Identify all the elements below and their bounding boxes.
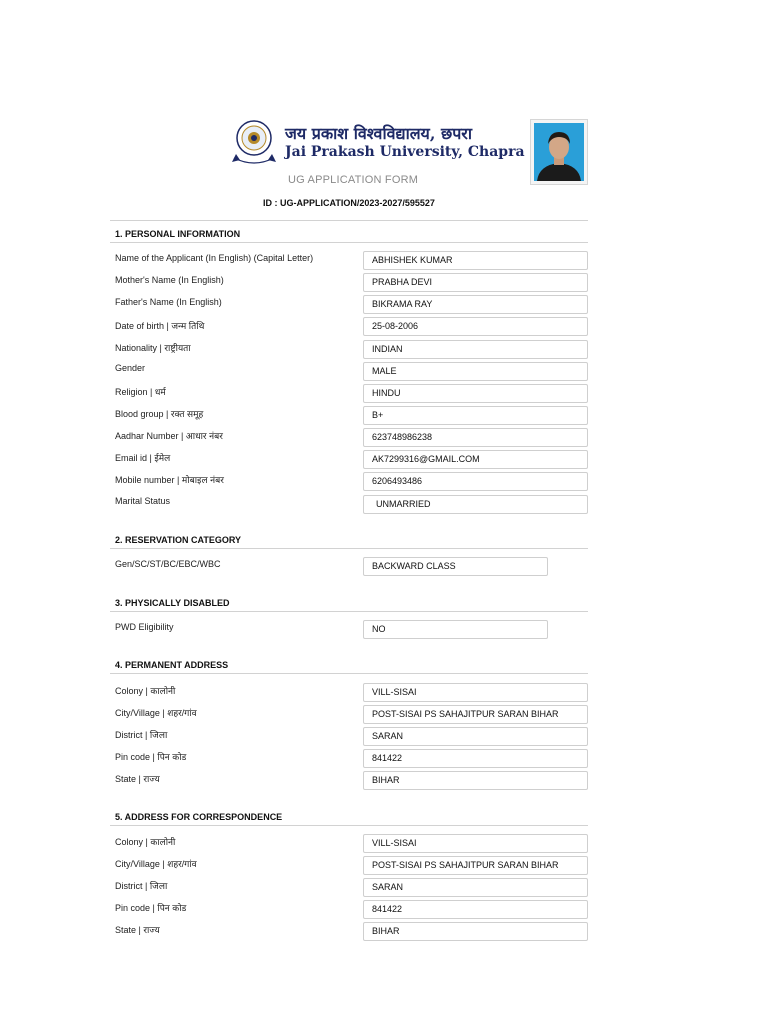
permanent-district-field: SARAN [363, 727, 588, 746]
label-colony: Colony | कालोनी [115, 686, 176, 696]
label-religion: Religion | धर्म [115, 387, 166, 397]
label-district: District | जिला [115, 730, 168, 740]
mobile-number-field: 6206493486 [363, 472, 588, 491]
divider [110, 242, 588, 243]
university-name-hindi: जय प्रकाश विश्वविद्यालय, छपरा [285, 124, 472, 143]
section-title-permanent-address: 4. PERMANENT ADDRESS [115, 660, 229, 670]
father-name-field: BIKRAMA RAY [363, 295, 588, 314]
correspondence-pin-code-field: 841422 [363, 900, 588, 919]
aadhar-number-field: 623748986238 [363, 428, 588, 447]
applicant-name-field: ABHISHEK KUMAR [363, 251, 588, 270]
religion-field: HINDU [363, 384, 588, 403]
category-field: BACKWARD CLASS [363, 557, 548, 576]
correspondence-city-field: POST-SISAI PS SAHAJITPUR SARAN BIHAR [363, 856, 588, 875]
section-title-disabled: 3. PHYSICALLY DISABLED [115, 598, 230, 608]
divider [110, 220, 588, 221]
divider [110, 825, 588, 826]
permanent-city-field: POST-SISAI PS SAHAJITPUR SARAN BIHAR [363, 705, 588, 724]
section-title-correspondence-address: 5. ADDRESS FOR CORRESPONDENCE [115, 812, 283, 822]
label-date-of-birth: Date of birth | जन्म तिथि [115, 321, 205, 331]
label-colony: Colony | कालोनी [115, 837, 176, 847]
label-state: State | राज्य [115, 774, 160, 784]
section-title-reservation: 2. RESERVATION CATEGORY [115, 535, 242, 545]
permanent-state-field: BIHAR [363, 771, 588, 790]
form-title: UG APPLICATION FORM [288, 174, 419, 186]
permanent-colony-field: VILL-SISAI [363, 683, 588, 702]
label-mother-name: Mother's Name (In English) [115, 275, 224, 285]
divider [110, 548, 588, 549]
correspondence-colony-field: VILL-SISAI [363, 834, 588, 853]
applicant-photo [530, 119, 588, 185]
label-pin-code: Pin code | पिन कोड [115, 752, 187, 762]
label-nationality: Nationality | राष्ट्रीयता [115, 343, 191, 353]
university-header [228, 118, 525, 172]
nationality-field: INDIAN [363, 340, 588, 359]
label-blood-group: Blood group | रक्त समूह [115, 409, 204, 419]
mother-name-field: PRABHA DEVI [363, 273, 588, 292]
label-aadhar-number: Aadhar Number | आधार नंबर [115, 431, 223, 441]
university-name-english: Jai Prakash University, Chapra [285, 144, 525, 160]
correspondence-state-field: BIHAR [363, 922, 588, 941]
label-pwd-eligibility: PWD Eligibility [115, 622, 174, 632]
divider [110, 673, 588, 674]
correspondence-district-field: SARAN [363, 878, 588, 897]
application-id: ID : UG-APPLICATION/2023-2027/595527 [263, 198, 435, 208]
label-district: District | जिला [115, 881, 168, 891]
label-email: Email id | ईमेल [115, 453, 171, 463]
label-mobile-number: Mobile number | मोबाइल नंबर [115, 475, 224, 485]
label-gender: Gender [115, 363, 146, 373]
label-category: Gen/SC/ST/BC/EBC/WBC [115, 559, 221, 569]
label-pin-code: Pin code | पिन कोड [115, 903, 187, 913]
date-of-birth-field: 25-08-2006 [363, 317, 588, 336]
email-field: AK7299316@GMAIL.COM [363, 450, 588, 469]
pwd-eligibility-field: NO [363, 620, 548, 639]
permanent-pin-code-field: 841422 [363, 749, 588, 768]
marital-status-field: UNMARRIED [363, 495, 588, 514]
university-seal-icon [228, 118, 280, 170]
label-city-village: City/Village | शहर/गांव [115, 859, 197, 869]
gender-field: MALE [363, 362, 588, 381]
label-city-village: City/Village | शहर/गांव [115, 708, 197, 718]
section-title-personal: 1. PERSONAL INFORMATION [115, 229, 241, 239]
blood-group-field: B+ [363, 406, 588, 425]
label-applicant-name: Name of the Applicant (In English) (Capital Letter) [115, 253, 314, 263]
divider [110, 611, 588, 612]
label-state: State | राज्य [115, 925, 160, 935]
label-father-name: Father's Name (In English) [115, 297, 222, 307]
label-marital-status: Marital Status [115, 496, 171, 506]
